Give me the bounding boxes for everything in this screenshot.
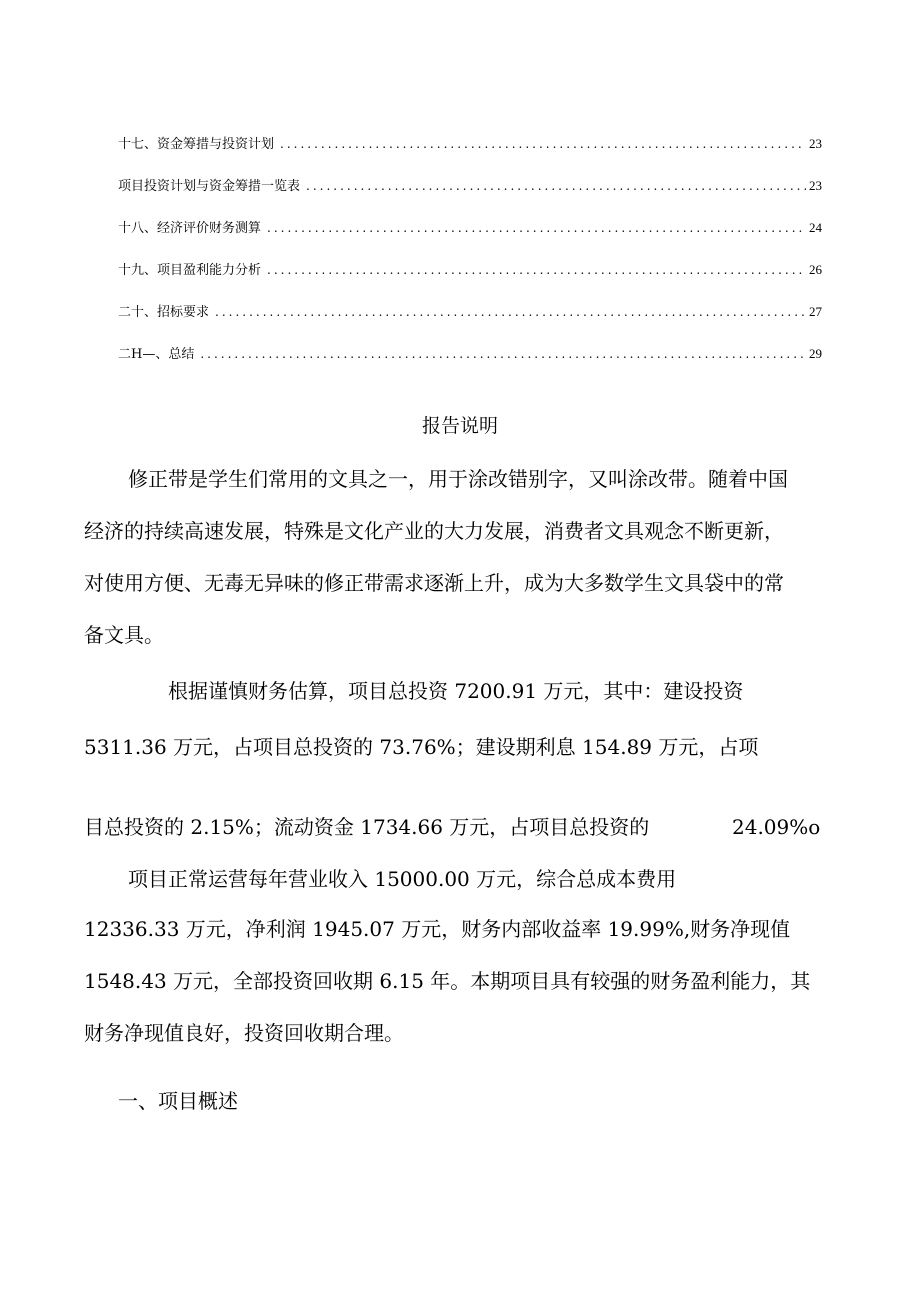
report-heading: 报告说明 [421, 415, 498, 437]
intro-line: 经济的持续高速发展，特殊是文化产业的大力发展，消费者文具观念不断更新， [84, 519, 784, 543]
toc-entry-title: 二H—、总结 [118, 347, 195, 362]
toc-entry[interactable] [118, 218, 822, 260]
toc-dot-leader [215, 302, 806, 322]
investment-line: 目总投资的 2.15%；流动资金 1734.66 万元，占项目总投资的 [84, 815, 650, 839]
toc-entry[interactable] [118, 176, 822, 218]
investment-line: 根据谨慎财务估算，项目总投资 7200.91 万元，其中：建设投资 [168, 679, 744, 703]
table-of-contents [118, 134, 822, 386]
toc-dot-leader [280, 134, 806, 154]
toc-entry[interactable] [118, 134, 822, 176]
toc-entry-title: 二十、招标要求 [118, 305, 210, 320]
toc-entry-title: 十八、经济评价财务测算 [118, 221, 262, 236]
toc-entry-title: 项目投资计划与资金筹措一览表 [118, 179, 301, 194]
revenue-line: 项目正常运营每年营业收入 15000.00 万元，综合总成本费用 [128, 867, 677, 891]
toc-dot-leader [267, 260, 806, 280]
toc-entry-page: 23 [809, 136, 822, 151]
revenue-line: 财务净现值良好，投资回收期合理。 [84, 1021, 404, 1045]
intro-line: 对使用方便、无毒无异味的修正带需求逐渐上升，成为大多数学生文具袋中的常 [84, 571, 784, 595]
toc-entry-title: 十九、项目盈利能力分析 [118, 263, 262, 278]
intro-line: 备文具。 [84, 623, 164, 647]
toc-entry-page: 26 [809, 262, 822, 277]
toc-entry[interactable] [118, 302, 822, 344]
intro-line: 修正带是学生们常用的文具之一，用于涂改错别字，又叫涂改带。随着中国 [128, 467, 788, 491]
toc-dot-leader [306, 176, 806, 196]
toc-entry-title: 十七、资金筹措与投资计划 [118, 137, 275, 152]
toc-dot-leader [200, 344, 806, 364]
toc-entry-page: 24 [809, 220, 822, 235]
toc-entry[interactable] [118, 260, 822, 302]
revenue-line: 12336.33 万元，净利润 1945.07 万元，财务内部收益率 19.99%,财务净现值 [84, 917, 791, 941]
toc-entry-page: 23 [809, 178, 822, 193]
investment-line: 5311.36 万元，占项目总投资的 73.76%；建设期利息 154.89 万元，占项 [84, 735, 759, 759]
toc-dot-leader [267, 218, 806, 238]
investment-tail: 24.09%o [732, 815, 821, 839]
toc-entry-page: 27 [809, 304, 822, 319]
toc-entry-page: 29 [809, 346, 822, 361]
chapter-heading: 一、项目概述 [118, 1089, 238, 1113]
revenue-line: 1548.43 万元，全部投资回收期 6.15 年。本期项目具有较强的财务盈利能力，其 [84, 969, 811, 993]
toc-entry[interactable] [118, 344, 822, 386]
